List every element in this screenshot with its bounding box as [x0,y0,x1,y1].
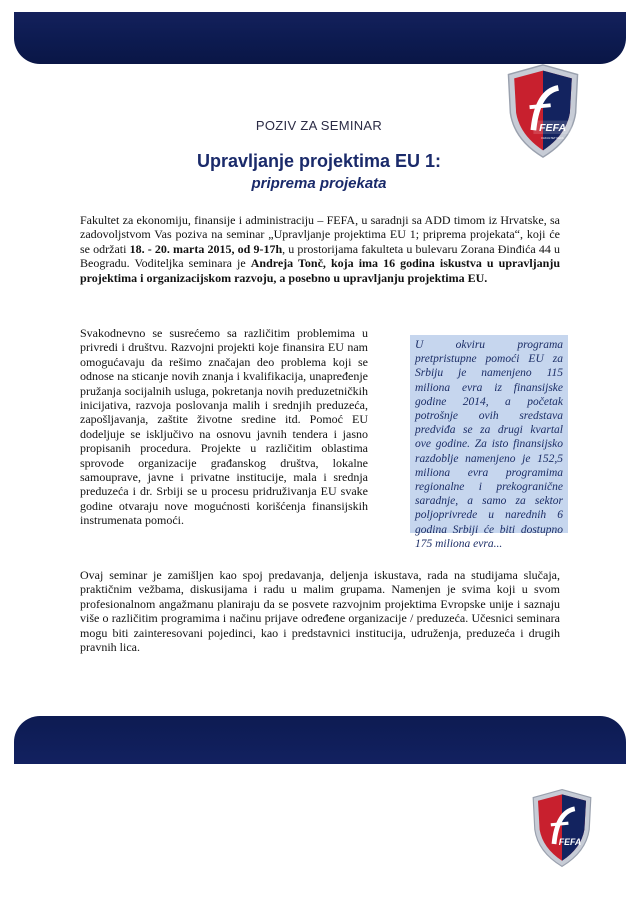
logo-text: FEFA [539,122,567,135]
bottom-banner [14,716,626,764]
logo-tagline: FAKULTET FEFA [541,135,564,140]
seminar-title: Upravljanje projektima EU 1: [196,151,442,171]
invitation-label: POZIV ZA SEMINAR [255,118,383,133]
context-paragraph: Svakodnevno se susrećemo sa različitim problemima u privredi i društvu. Razvojni projekti koje finansira EU nam omogućavaju da rešimo značajan deo problema koji se odnose na sticanje novih znanja i kvalifikacija, unapređenje pružanja socijalnih usluga, pokretanja novih preduzetničkih inicijativa, razvoja poslovanja malih i srednjih preduzeća, zapošljavanja, zaštite životne sredine itd. Pomoć EU dodeljuje se isključivo na osnovu javnih tendera i jasno propisanih procedura. Projekte u različitim oblastima sprovode organizacije građanskog društva, lokalne samouprave, javne i privatne institucije, mala i srednja preduzeća i dr. Srbiji se u procesu pridruživanja EU svake godine otvaraju nove mogućnosti korišćenja finansijskih instrumenata pomoći. [80,326,368,528]
seminar-subtitle: priprema projekata [251,175,387,192]
funding-callout-box: U okviru programa pretpristupne pomoći EU za Srbiju je namenjeno 115 miliona evra iz finansijske godine 2014, a početak potrošnje ovih sredstava predviđa se za drugi kvartal ove godine. Za isto finansijsko razdoblje namenjeno je 152,5 miliona evra programima regionalne i prekogranične saradnje, a samo za sektor poljoprivrede u narednih 6 godina Srbiji će biti dostupno 175 miliona evra... [410,335,568,533]
fefa-logo-icon-bottom [530,788,594,868]
intro-paragraph [80,213,560,285]
lecturer-info: Andreja Tonč, koja ima 16 godina iskustva u upravljanju projektima i organizacijskom razvoju, a posebno u upravljanju projektima EU. [80,256,561,285]
seminar-description-paragraph: Ovaj seminar je zamišljen kao spoj predavanja, deljenja iskustava, rada na studijama slučaja, praktičnim vežbama, diskusijama i radu u malim grupama. Namenjen je svima koji u svom profesionalnom angažmanu planiraju da se posvete razvojnim projektima Evropske unije i saznaju više o različitim programima i načinu prijave određene organizacije / preduzeća. Učesnici seminara mogu biti zainteresovani pojedinci, kao i predstavnici institucija, udruženja, preduzeća i drugih pravnih lica. [80,568,560,655]
logo-text-bottom: FEFA [558,836,582,847]
intro-text-b: , u prostorijama fakulteta u bulevaru Zorana Đinđića 44 u Beogradu. Voditeljka seminara je [80,241,561,271]
fefa-logo-icon [504,63,582,159]
top-banner [14,12,626,64]
intro-text-a: Fakultet za ekonomiju, finansije i administraciju – FEFA, u saradnji sa ADD timom iz Hrvatske, sa zadovoljstvom Vas poziva na seminar „Upravljanje projektima EU 1; priprema projekata“, koji će se održati [80,213,560,256]
seminar-dates: 18. - 20. marta 2015, od 9-17h [129,241,283,256]
